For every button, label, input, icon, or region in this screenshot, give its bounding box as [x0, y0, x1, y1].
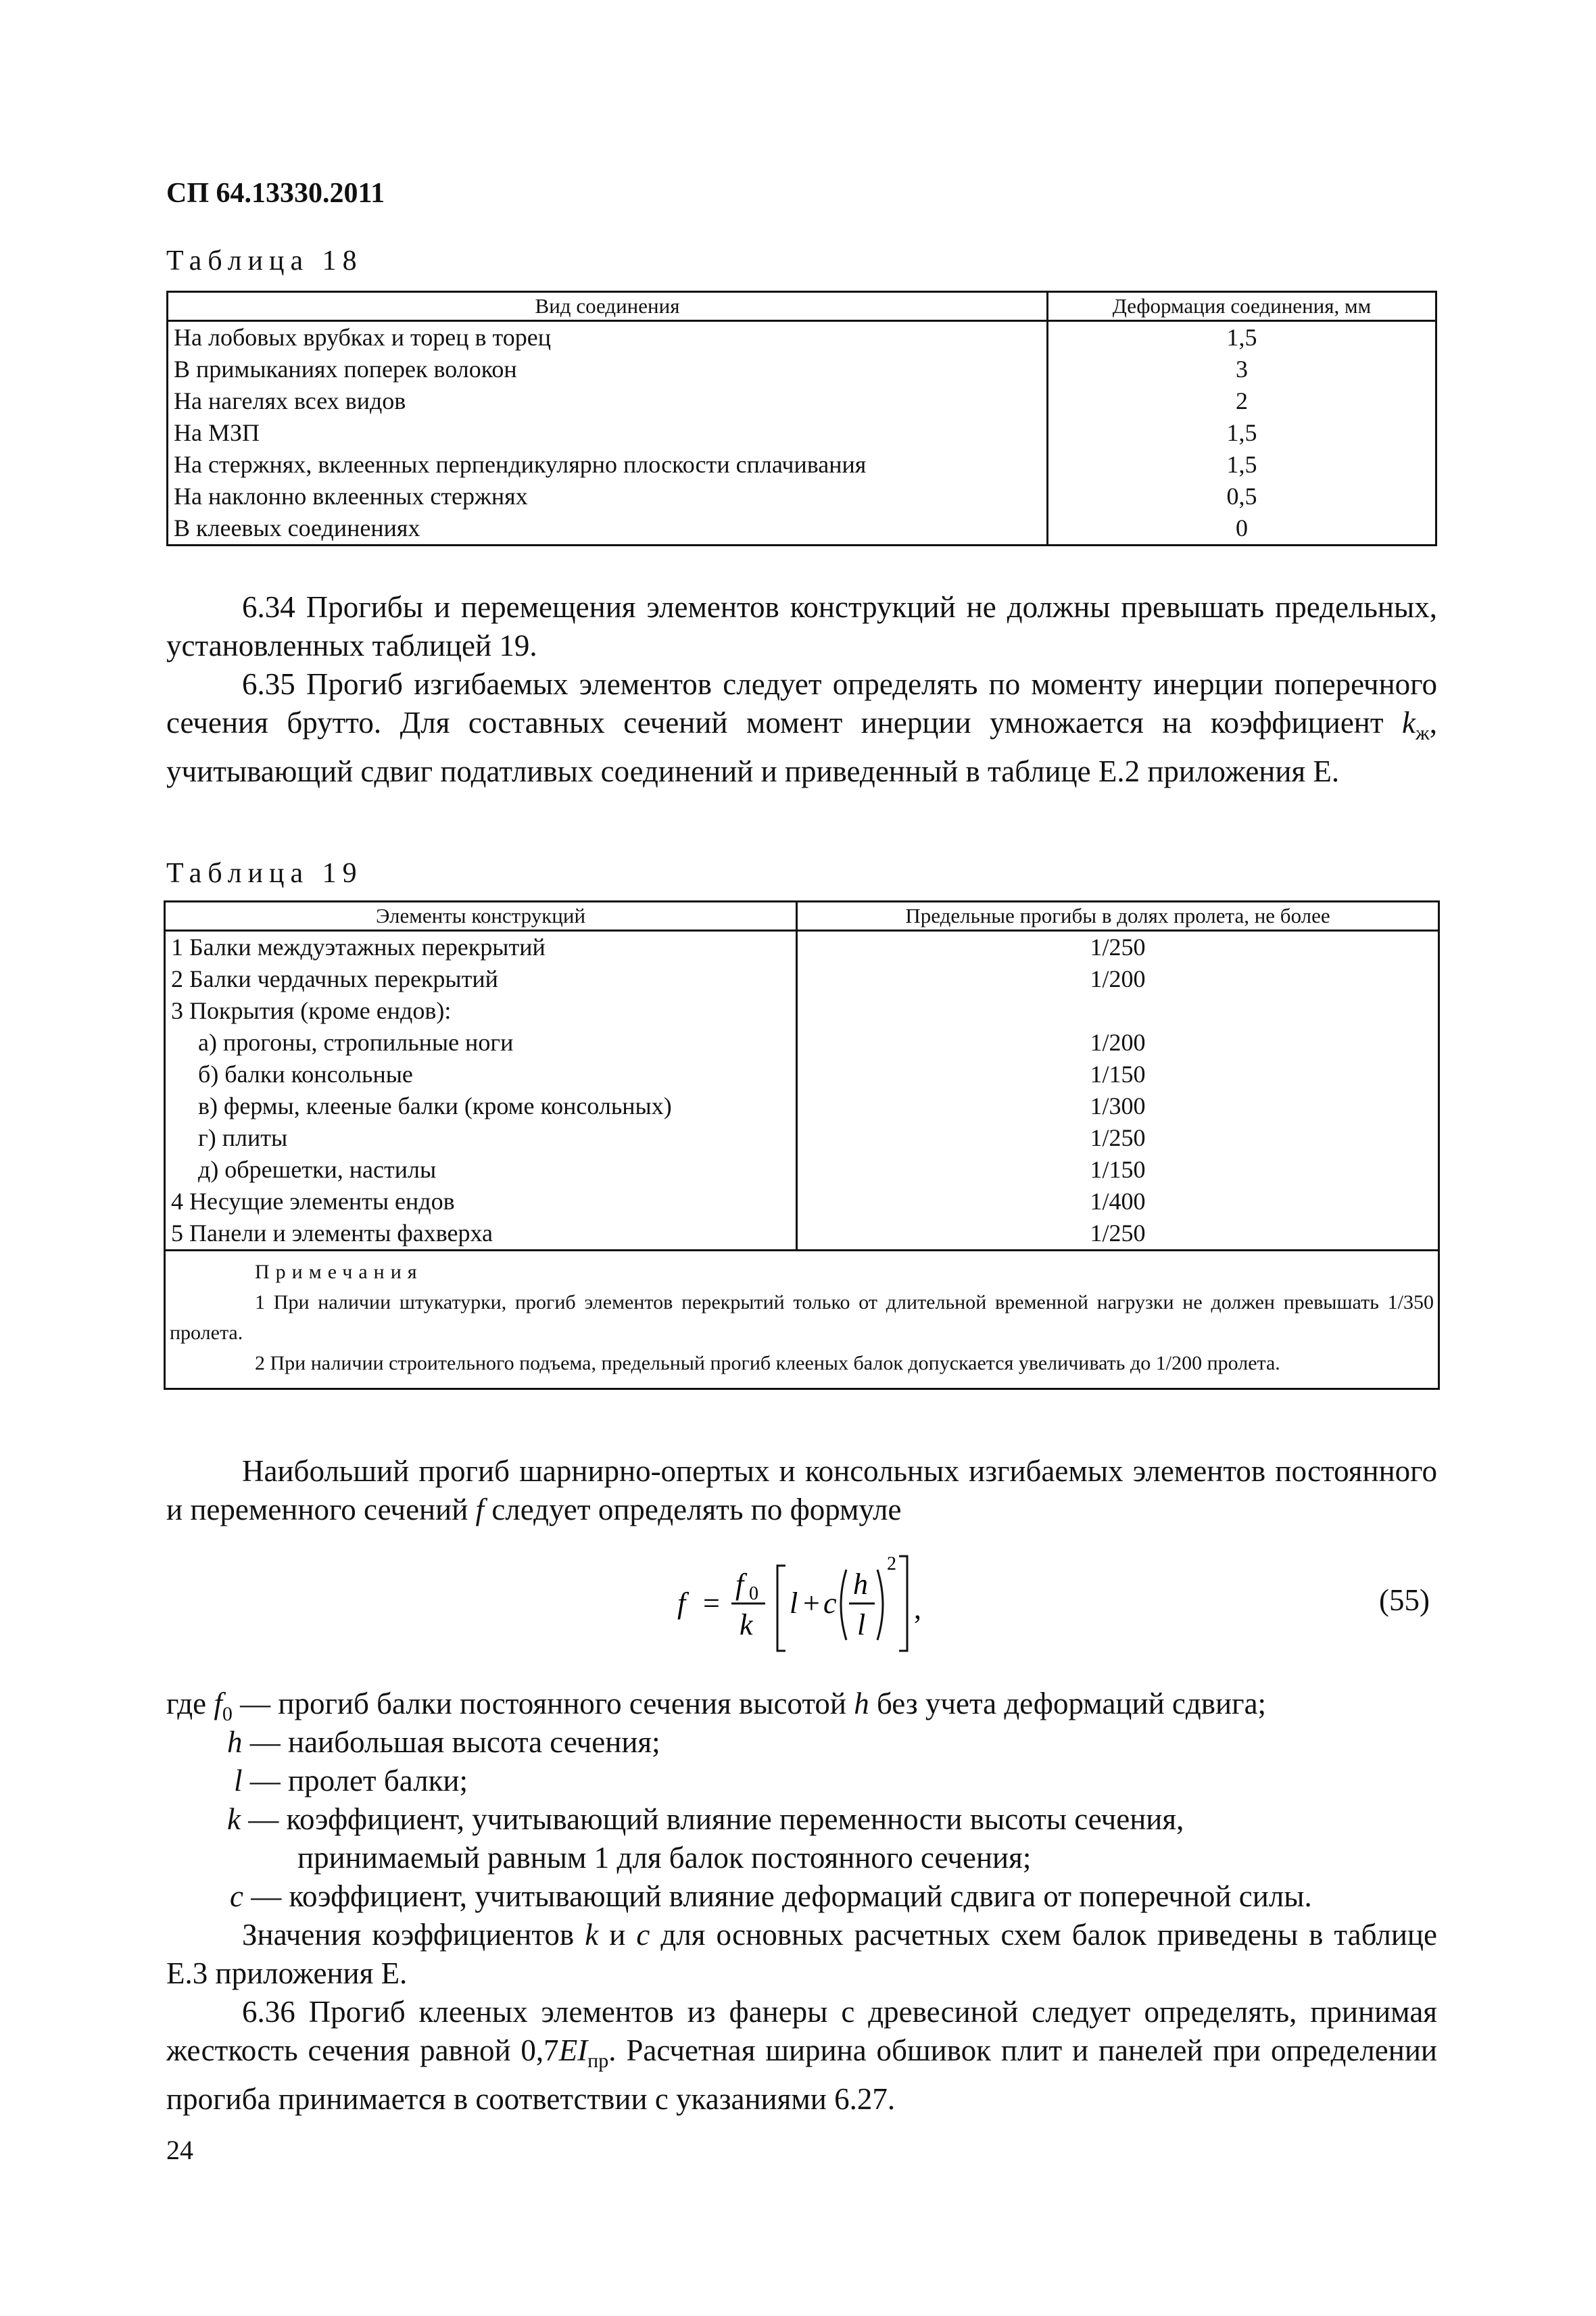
deflection-cell: 1/300: [797, 1090, 1439, 1122]
table-row: [165, 995, 1439, 1027]
where-k: [227, 1800, 1184, 1839]
deflection-cell: 1/200: [797, 1027, 1439, 1059]
paragraph-text: для основных расчетных схем балок приведены в таблице Е.3 приложения Е.: [166, 1918, 1437, 1990]
element-cell: 4 Несущие элементы ендов: [165, 1186, 797, 1217]
formula-power: 2: [887, 1553, 896, 1574]
formula-numerator-sub: 0: [749, 1583, 758, 1604]
equation-number: (55): [1379, 1583, 1430, 1617]
where-h: [227, 1723, 660, 1762]
table-row: [165, 1090, 1439, 1122]
table-18: [166, 291, 1437, 546]
element-cell: 5 Панели и элементы фахверха: [165, 1217, 797, 1251]
table-row: [168, 321, 1436, 354]
page-number: 24: [166, 2135, 193, 2165]
table-row: [168, 449, 1436, 481]
deformation-cell: 0,5: [1048, 481, 1436, 512]
table-19: [164, 900, 1440, 1390]
f-symbol: f: [475, 1493, 485, 1526]
left-bracket: [777, 1566, 785, 1651]
deformation-cell: 2: [1048, 385, 1436, 417]
deflection-cell: 1/150: [797, 1059, 1439, 1090]
table-row: [168, 385, 1436, 417]
joint-type-cell: В примыканиях поперек волокон: [168, 354, 1048, 385]
formula-intro-paragraph: [166, 1452, 1437, 1529]
formula-equals: =: [703, 1587, 720, 1620]
table-row: [165, 963, 1439, 995]
where-text: — прогиб балки постоянного сечения высотой: [232, 1687, 854, 1720]
l-symbol: l: [234, 1764, 243, 1798]
notes-row: [165, 1251, 1439, 1389]
formula-numerator: f: [735, 1568, 744, 1601]
table-row: [168, 481, 1436, 512]
deflection-cell: 1/400: [797, 1186, 1439, 1217]
notes-title: Примечания: [255, 1261, 423, 1283]
formula-lhs: f: [677, 1587, 686, 1620]
paragraph-text: Значения коэффициентов: [242, 1918, 585, 1952]
table-18-caption: Таблица 18: [166, 245, 363, 276]
where-c: [230, 1877, 1312, 1916]
paragraph-text: следует определять по формуле: [484, 1493, 902, 1526]
k-symbol: k: [585, 1918, 599, 1952]
where-text: — наибольшая высота сечения;: [242, 1725, 660, 1759]
c-symbol: c: [230, 1879, 243, 1913]
joint-type-cell: В клеевых соединениях: [168, 512, 1048, 546]
column-header: Элементы конструкций: [165, 902, 797, 931]
f0-symbol: f: [214, 1687, 222, 1720]
k-symbol: k: [227, 1802, 241, 1836]
deformation-cell: 1,5: [1048, 321, 1436, 354]
element-cell: а) прогоны, стропильные ноги: [165, 1027, 797, 1059]
deformation-cell: 0: [1048, 512, 1436, 546]
h-symbol: h: [854, 1687, 869, 1720]
column-header: Вид соединения: [168, 292, 1048, 321]
paragraph-text: и: [598, 1918, 637, 1952]
formula-l: l: [790, 1587, 798, 1620]
formula-denominator: k: [740, 1608, 753, 1641]
table-notes: [165, 1251, 1439, 1389]
table-row: [168, 417, 1436, 449]
joint-type-cell: На наклонно вклеенных стержнях: [168, 481, 1048, 512]
where-k-continued: принимаемый равным 1 для балок постоянного сечения;: [297, 1841, 1032, 1875]
formula-h: h: [853, 1568, 868, 1601]
deformation-cell: 1,5: [1048, 417, 1436, 449]
deflection-cell: 1/250: [797, 1122, 1439, 1154]
c-symbol: c: [636, 1918, 650, 1952]
k-symbol: k: [1402, 706, 1416, 740]
formula-c: c: [823, 1587, 837, 1620]
table-row: [165, 1186, 1439, 1217]
element-cell: д) обрешетки, настилы: [165, 1154, 797, 1186]
paragraph-6-34: 6.34 Прогибы и перемещения элементов конструкций не должны превышать предельных, установленных таблицей 19.: [166, 590, 1437, 662]
element-cell: в) фермы, клееные балки (кроме консольных): [165, 1090, 797, 1122]
where-text: без учета деформаций сдвига;: [869, 1687, 1267, 1720]
table-19-caption: Таблица 19: [166, 858, 363, 889]
joint-type-cell: На МЗП: [168, 417, 1048, 449]
right-bracket: [899, 1556, 907, 1651]
joint-type-cell: На нагелях всех видов: [168, 385, 1048, 417]
formula-comma: ,: [914, 1592, 921, 1625]
paragraph-6-36: [166, 1993, 1437, 2119]
table-row: [165, 931, 1439, 964]
deflection-cell: 1/200: [797, 963, 1439, 995]
element-cell: г) плиты: [165, 1122, 797, 1154]
formula-plus: +: [803, 1587, 820, 1620]
column-header: Деформация соединения, мм: [1048, 292, 1436, 321]
table-row: [168, 354, 1436, 385]
ei-symbol: EI: [558, 2033, 588, 2067]
paragraph-6-35: [166, 665, 1437, 791]
table-row: [165, 1154, 1439, 1186]
element-cell: 1 Балки междуэтажных перекрытий: [165, 931, 797, 964]
joint-type-cell: На стержнях, вклеенных перпендикулярно плоскости сплачивания: [168, 449, 1048, 481]
deformation-cell: 1,5: [1048, 449, 1436, 481]
deflection-cell: [797, 995, 1439, 1027]
document-code: СП 64.13330.2011: [166, 178, 385, 209]
where-text: — коэффициент, учитывающий влияние переменности высоты сечения,: [240, 1802, 1184, 1836]
element-cell: б) балки консольные: [165, 1059, 797, 1090]
k-subscript: ж: [1416, 722, 1430, 744]
note-1: 1 При наличии штукатурки, прогиб элементов перекрытий только от длительной временной нагрузки не должен превышать 1/350 пролета.: [170, 1291, 1434, 1344]
table-row: [168, 512, 1436, 546]
where-text: — пролет балки;: [242, 1764, 468, 1798]
table-row: [165, 1217, 1439, 1251]
deformation-cell: 3: [1048, 354, 1436, 385]
element-cell: 2 Балки чердачных перекрытий: [165, 963, 797, 995]
column-header: Предельные прогибы в долях пролета, не более: [797, 902, 1439, 931]
table-row: [165, 1027, 1439, 1059]
table-header-row: [168, 292, 1436, 321]
paragraph-text: Наибольший прогиб шарнирно-опертых и консольных изгибаемых элементов постоянного и переменного сечений: [166, 1454, 1437, 1526]
paragraph-text: , учитывающий сдвиг податливых соединений и приведенный в таблице Е.2 приложения Е.: [166, 706, 1437, 788]
table-row: [165, 1122, 1439, 1154]
right-paren: [877, 1570, 883, 1640]
formula-55: [669, 1543, 953, 1664]
paragraph-text: 6.36 Прогиб клееных элементов из фанеры с древесиной следует определять, принимая жесткость сечения равной 0,7: [166, 1995, 1437, 2067]
where-l: [234, 1762, 468, 1800]
deflection-cell: 1/150: [797, 1154, 1439, 1186]
table-header-row: [165, 902, 1439, 931]
f0-subscript: 0: [222, 1703, 233, 1725]
ei-subscript: пр: [587, 2050, 609, 2072]
where-text: где: [166, 1687, 214, 1720]
note-2: 2 При наличии строительного подъема, предельный прогиб клееных балок допускается увеличивать до 1/200 пролета.: [255, 1352, 1280, 1374]
paragraph-text: 6.35 Прогиб изгибаемых элементов следует определять по моменту инерции поперечного сечения брутто. Для составных сечений момент инерции умножается на коэффициент: [166, 667, 1437, 740]
formula-l-denominator: l: [857, 1608, 866, 1641]
joint-type-cell: На лобовых врубках и торец в торец: [168, 321, 1048, 354]
element-cell: 3 Покрытия (кроме ендов):: [165, 995, 797, 1027]
h-symbol: h: [227, 1725, 243, 1759]
table-row: [165, 1059, 1439, 1090]
deflection-cell: 1/250: [797, 1217, 1439, 1251]
deflection-cell: 1/250: [797, 931, 1439, 964]
left-paren: [841, 1570, 846, 1640]
coefficients-paragraph: [166, 1916, 1437, 1993]
paragraph-text: . Расчетная ширина обшивок плит и панелей при определении прогиба принимается в соответствии с указаниями 6.27.: [166, 2033, 1437, 2116]
where-text: — коэффициент, учитывающий влияние деформаций сдвига от поперечной силы.: [243, 1879, 1312, 1913]
